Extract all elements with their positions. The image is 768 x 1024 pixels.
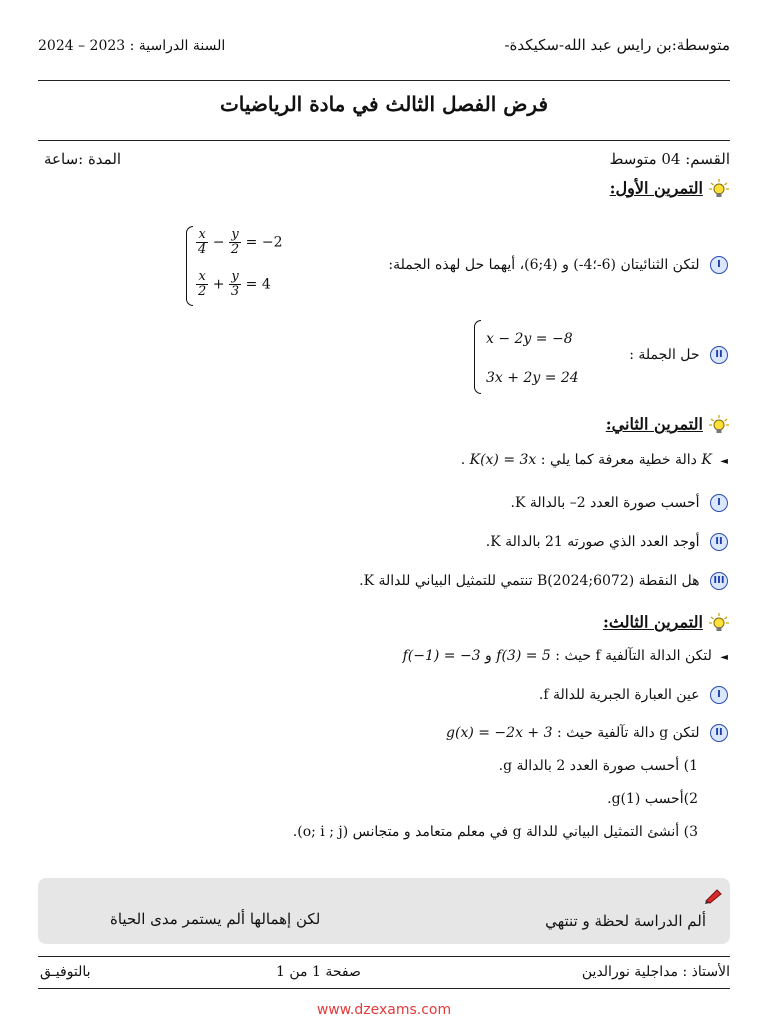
ex1-question1 (388, 256, 728, 274)
ex2-intro: ◄ K دالة خطية معرفة كما يلي : K(x) = 3x . (460, 452, 728, 468)
exercise3-title: التمرين الثالث: (602, 612, 703, 632)
ex1-q2-number: II (710, 346, 728, 364)
ex2-q1-text: أحسب صورة العدد 2– بالدالة K. (510, 495, 700, 511)
ex2-q3-text: هل النقطة B(2024;6072) تنتمي للتمثيل البياني للدالة K. (359, 573, 700, 589)
ex3-sub3: 3) أنشئ التمثيل البياني للدالة g في معلم متعامد و متجانس (o; i ; j). (292, 824, 698, 840)
pen-icon (704, 886, 724, 904)
exercise1-title: التمرين الأول: (609, 178, 703, 198)
ex3-intro (403, 648, 728, 664)
duration-label: المدة :ساعة (44, 150, 122, 168)
ex3-intro-text: لتكن الدالة التآلفية f حيث : (555, 648, 712, 664)
system1-eq1: $\frac{x}{4}$ − $\frac{y}{2}$ = −2 (198, 227, 283, 257)
exercise2-title: التمرين الثاني: (605, 414, 703, 434)
teacher-name: الأستاذ : مداجلية نورالدين (581, 964, 730, 980)
ex2-intro-text: دالة خطية معرفة كما يلي : (540, 452, 697, 468)
ex2-q3-number: III (710, 572, 728, 590)
header-divider-top (38, 80, 730, 81)
ex3-question1 (539, 686, 728, 704)
lightbulb-icon (708, 612, 730, 634)
lightbulb-icon (708, 414, 730, 436)
ex3-q1-number: I (710, 686, 728, 704)
class-label: القسم: 04 متوسط (609, 150, 730, 168)
exercise3-heading (603, 612, 730, 634)
school-year: السنة الدراسية : 2023 – 2024 (38, 38, 226, 54)
ex3-q1-text: عين العبارة الجبرية للدالة f. (538, 687, 700, 703)
ex3-q2-text: لتكن g دالة تآلفية حيث : (556, 725, 700, 741)
lightbulb-icon (708, 178, 730, 200)
ex3-sub2: 2)أحسب g(1). (607, 791, 698, 807)
system2-eq2: 3x + 2y = 24 (486, 370, 579, 386)
system1-brace (186, 226, 193, 306)
exercise1-heading (610, 178, 730, 200)
ex2-q2-number: II (710, 533, 728, 551)
footer-divider-bottom (38, 988, 730, 989)
school-name: متوسطة:بن رايس عبد الله-سكيكدة- (504, 36, 730, 54)
ex1-q2-text: حل الجملة : (629, 347, 700, 363)
ex3-q2-math: g(x) = −2x + 3 (446, 725, 553, 741)
ex2-question3 (359, 572, 728, 590)
ex3-intro-math1: f(3) = 5 (496, 648, 551, 664)
ex3-q2-number: II (710, 724, 728, 742)
page-title: فرض الفصل الثالث في مادة الرياضيات (219, 92, 549, 116)
site-link[interactable]: www.dzexams.com (316, 1002, 452, 1018)
good-luck: بالتوفيـق (40, 964, 91, 980)
quote-left: لكن إهمالها ألم يستمر مدى الحياة (110, 910, 321, 928)
ex2-q1-number: I (710, 494, 728, 512)
header-divider-bottom (38, 140, 730, 141)
exercise2-heading (606, 414, 730, 436)
ex3-question2 (446, 724, 728, 742)
ex2-intro-math: K(x) = 3x (469, 452, 537, 468)
ex2-intro-fn: K (701, 452, 712, 468)
quote-right: ألم الدراسة لحظة و تنتهي (545, 912, 706, 930)
ex2-question2 (486, 533, 728, 551)
ex1-q1-text: لتكن الثنائيتان (6-؛4-) و (4;6)، أيهما حل لهذه الجملة: (388, 257, 700, 273)
ex3-intro-math2: f(−1) = −3 (402, 648, 481, 664)
triangle-bullet-icon: ◄ (720, 456, 728, 467)
ex2-q2-text: أوجد العدد الذي صورته 21 بالدالة K. (485, 534, 700, 550)
system1-eq2: $\frac{x}{2}$ + $\frac{y}{3}$ = 4 (198, 269, 271, 299)
ex1-q1-number: I (710, 256, 728, 274)
footer-divider (38, 956, 730, 957)
ex1-question2 (629, 346, 728, 364)
page-number: صفحة 1 من 1 (276, 964, 361, 980)
system2-eq1: x − 2y = −8 (486, 331, 573, 347)
ex3-sub1: 1) أحسب صورة العدد 2 بالدالة g. (498, 758, 698, 774)
triangle-bullet-icon: ◄ (720, 652, 728, 663)
ex2-question1 (511, 494, 728, 512)
system2-brace (474, 320, 481, 394)
ex3-intro-and: و (485, 648, 492, 664)
